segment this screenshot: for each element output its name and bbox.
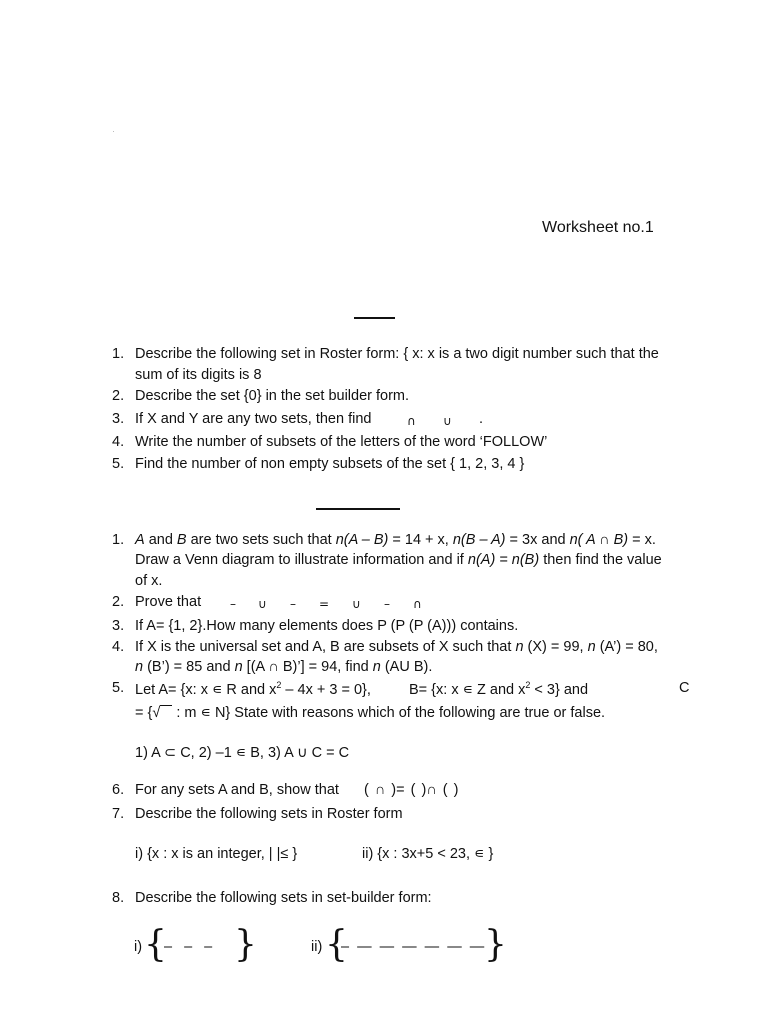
list-number: 1.	[112, 346, 125, 362]
question-7-text: Describe the following sets in Roster form	[135, 806, 403, 822]
list-number: 4.	[112, 434, 125, 450]
list-number: 7.	[112, 806, 125, 822]
question-6-expression: ( ∩ )= ( )∩ ( )	[364, 782, 459, 798]
left-brace: {	[325, 924, 348, 965]
question-1-line-2: Draw a Venn diagram to illustrate information and if n(A) = n(B) then find the value	[135, 552, 662, 568]
list-item-text: Write the number of subsets of the letters of the word ‘FOLLOW’	[135, 434, 548, 450]
list-number: 8.	[112, 890, 125, 906]
list-number: 1.	[112, 532, 125, 548]
union-symbol: ∪	[352, 597, 361, 611]
question-2-text: Prove that	[135, 594, 202, 610]
question-3-text: If A= {1, 2}.How many elements does P (P (P (A))) contains.	[135, 618, 519, 634]
question-7-part-i: i) {x : x is an integer, | |≤ }	[135, 846, 298, 862]
list-number: 5.	[112, 456, 125, 472]
stray-mark	[113, 131, 114, 132]
minus-symbol: –	[290, 597, 296, 611]
question-5-line-2: = {√ : m ∊ N} State with reasons which of the following are true or false.	[135, 705, 606, 721]
question-4-line-1: If X is the universal set and A, B are subsets of X such that n (X) = 99, n (A’) = 80,	[135, 639, 658, 655]
list-item-text: sum of its digits is 8	[135, 367, 262, 383]
question-5-line-1a: Let A= {x: x ∊ R and $x^2 - 4x + 3 = 0$},	[135, 680, 371, 698]
worksheet-title: Worksheet no.1	[542, 219, 654, 236]
minus-symbol: –	[230, 597, 236, 611]
question-8-part-ii-label: ii)	[311, 939, 323, 955]
question-4-line-2: n (B’) = 85 and n [(A ∩ B)’] = 94, find n (AU B).	[135, 659, 433, 675]
list-item-text: Describe the set {0} in the set builder form.	[135, 388, 410, 404]
union-symbol: ∪	[443, 414, 452, 428]
list-number: 3.	[112, 618, 125, 634]
heading-underline-2	[316, 508, 400, 510]
dash-placeholder: – — — — — — —	[341, 939, 487, 955]
intersection-symbol: ∩	[413, 597, 422, 611]
list-item-text: Describe the following set in Roster form: { x: x is a two digit number such that the	[135, 346, 659, 362]
list-number: 5.	[112, 680, 125, 696]
list-number: 2.	[112, 594, 125, 610]
question-1-line-3: of x.	[135, 573, 163, 589]
list-item-text: Find the number of non empty subsets of the set { 1, 2, 3, 4 }	[135, 456, 525, 472]
heading-underline-1	[354, 317, 395, 319]
left-brace: {	[144, 924, 167, 965]
question-7-part-ii: ii) {x : 3x+5 < 23, ∊ }	[362, 846, 494, 862]
list-number: 3.	[112, 411, 125, 427]
set-c-label: C	[679, 680, 690, 696]
question-5-options: 1) A ⊂ C, 2) –1 ∊ B, 3) A ∪ C = C	[135, 745, 350, 761]
union-symbol: ∪	[258, 597, 267, 611]
right-brace: }	[234, 924, 257, 965]
list-number: 6.	[112, 782, 125, 798]
question-5-line-1b: B= {x: x ∊ Z and $x^2 < 3$} and	[409, 680, 589, 698]
question-8-part-i-label: i)	[134, 939, 143, 955]
period: .	[479, 411, 484, 427]
intersection-symbol: ∩	[407, 414, 416, 428]
question-1-line-1: A and B are two sets such that n(A – B) = 14 + x, n(B – A) = 3x and n( A ∩ B) = x.	[135, 532, 656, 548]
dash-placeholder: – – –	[164, 939, 217, 955]
list-number: 4.	[112, 639, 125, 655]
question-6-text: For any sets A and B, show that	[135, 782, 339, 798]
equals-symbol: =	[319, 597, 330, 611]
minus-symbol: –	[384, 597, 390, 611]
question-8-text: Describe the following sets in set-builder form:	[135, 890, 432, 906]
right-brace: }	[484, 924, 507, 965]
list-number: 2.	[112, 388, 125, 404]
list-item-text: If X and Y are any two sets, then find	[135, 411, 372, 427]
